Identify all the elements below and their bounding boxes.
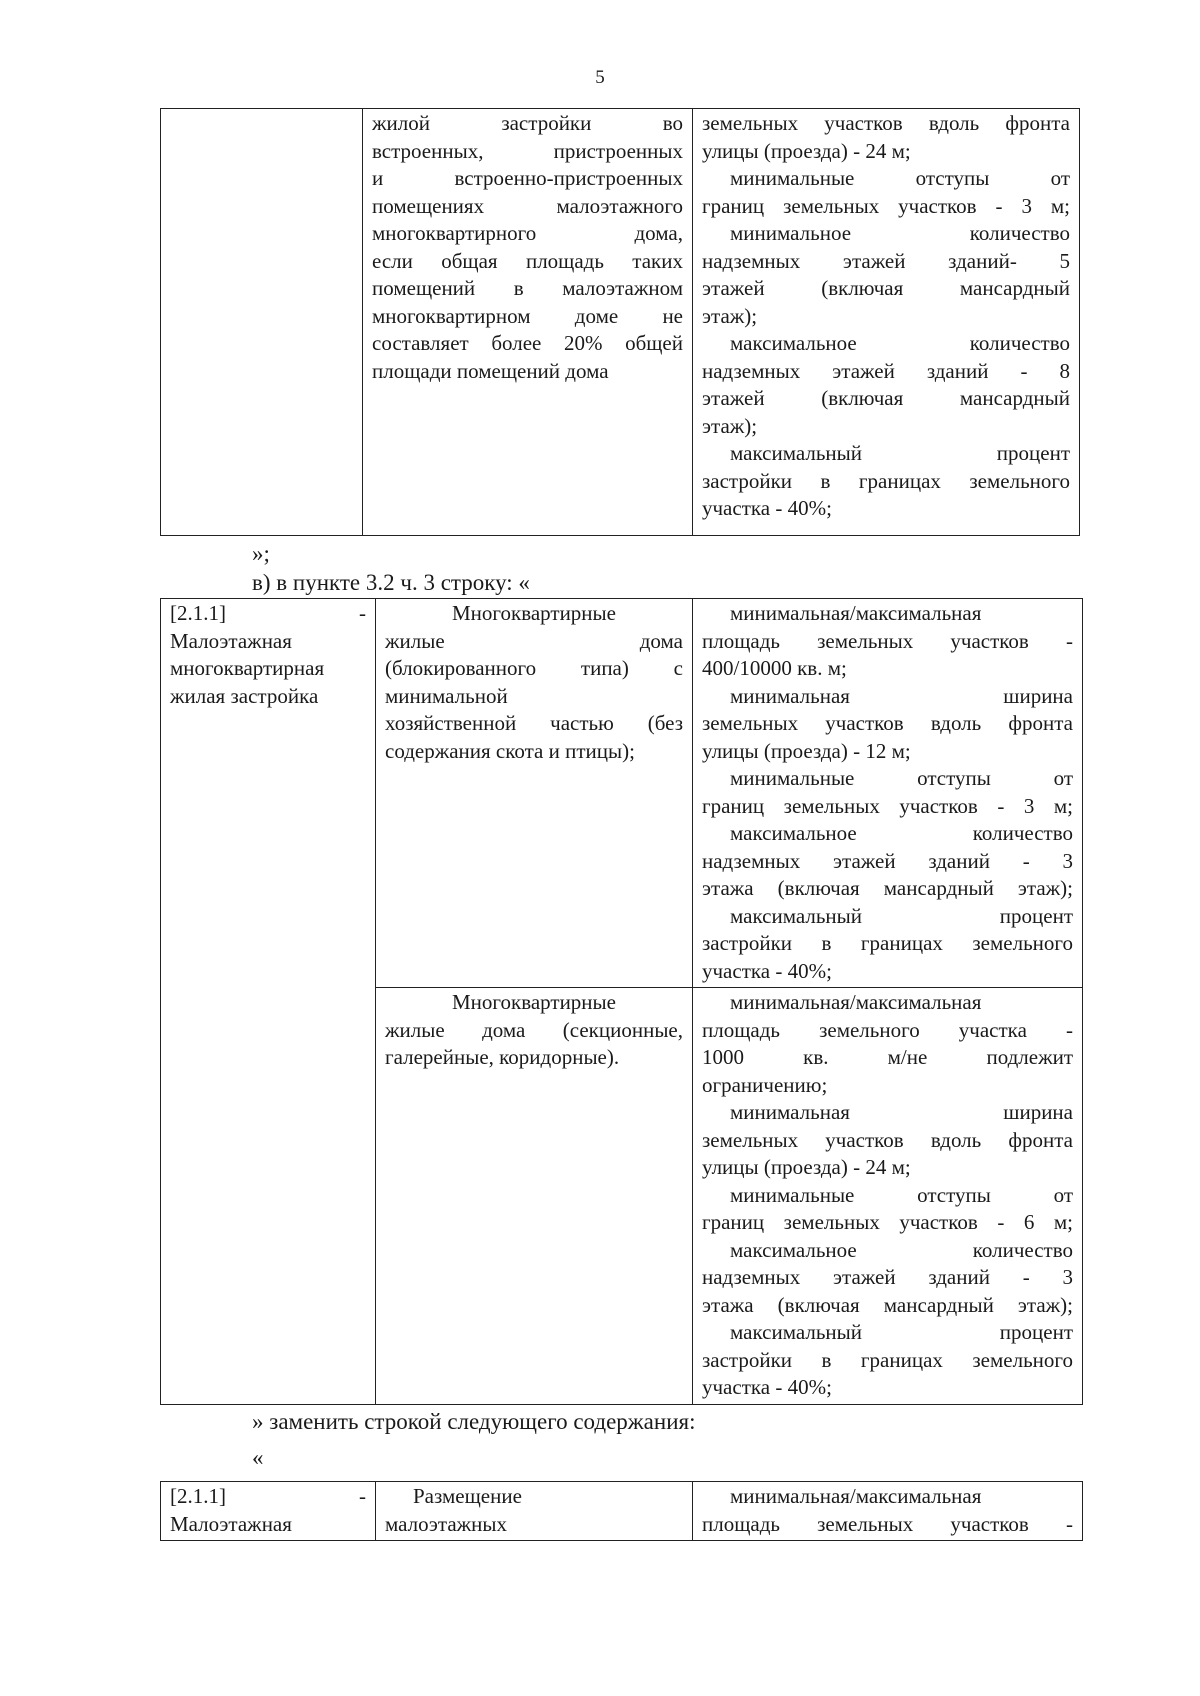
cell-line: помещениях малоэтажного (372, 193, 683, 218)
cell-line: этажей (включая мансардный (702, 386, 1070, 410)
cell-line: земельных участков вдоль фронта (702, 711, 1073, 735)
cell-line: составляет более 20% общей (372, 331, 683, 355)
cell-line: надземных этажей зданий - 8 (702, 358, 1070, 383)
cell-line: многоквартирная (170, 656, 325, 680)
cell-line: Многоквартирные (452, 601, 616, 625)
cell-line: минимальные отступы от (730, 1182, 1073, 1207)
table3-col2-cell (376, 1482, 693, 1541)
cell-line: галерейные, коридорные). (385, 1045, 620, 1069)
cell-line: ограничению; (702, 1072, 828, 1097)
cell-line: многоквартирном доме не (372, 303, 683, 328)
cell-line: малоэтажных (385, 1511, 508, 1536)
cell-line: улицы (проезда) - 24 м; (702, 1155, 911, 1179)
table2-row1-col3-cell (693, 599, 1083, 988)
table1-col2-cell (363, 109, 693, 536)
cell-line: границ земельных участков - 6 м; (702, 1210, 1073, 1234)
cell-line: минимальная ширина (730, 683, 1073, 708)
cell-line: максимальное количество (730, 331, 1070, 355)
cell-line: застройки в границах земельного (702, 931, 1073, 955)
cell-line: Малоэтажная (170, 628, 292, 653)
page-number: 5 (595, 67, 605, 88)
cell-line: застройки в границах земельного (702, 1347, 1073, 1372)
cell-line: максимальный процент (730, 441, 1070, 465)
cell-line: 400/10000 кв. м; (702, 656, 847, 680)
cell-line: этаж); (702, 413, 758, 438)
cell-line: минимальная ширина (730, 1100, 1073, 1124)
cell-line: застройки в границах земельного (702, 468, 1070, 493)
cell-line: хозяйственной частью (без (385, 711, 683, 735)
cell-line: жилые дома (385, 628, 683, 653)
cell-line: жилая застройка (170, 683, 319, 708)
cell-line: минимальное количество (730, 221, 1070, 245)
table3-col3-cell (693, 1482, 1083, 1541)
cell-line: минимальная/максимальная (730, 1484, 982, 1508)
cell-line: этажа (включая мансардный этаж); (702, 876, 1073, 900)
cell-line: (блокированного типа) с (385, 656, 683, 680)
cell-line: жилой застройки во (372, 111, 683, 135)
cell-line: участка - 40%; (702, 958, 832, 983)
cell-line: этаж); (702, 303, 758, 328)
cell-line: минимальной (385, 683, 508, 708)
table1-col3-cell (693, 109, 1080, 536)
cell-line: земельных участков вдоль фронта (702, 111, 1070, 135)
cell-line: максимальное количество (730, 821, 1073, 845)
replace-instruction-text: » заменить строкой следующего содержания: (252, 1409, 696, 1434)
cell-line: минимальная/максимальная (730, 990, 982, 1014)
cell-line: надземных этажей зданий - 3 (702, 1265, 1073, 1289)
cell-line: помещений в малоэтажном (372, 276, 683, 300)
use-code: [2.1.1] (170, 601, 226, 625)
cell-line: минимальная/максимальная (730, 601, 982, 625)
cell-line: минимальные отступы от (730, 166, 1070, 190)
cell-line: максимальный процент (730, 1320, 1073, 1344)
cell-line: максимальное количество (730, 1237, 1073, 1262)
cell-line: надземных этажей зданий- 5 (702, 248, 1070, 273)
cell-line: Многоквартирные (452, 990, 616, 1014)
zoning-table-continuation (160, 108, 1080, 536)
cell-line: минимальные отступы от (730, 766, 1073, 790)
cell-line: многоквартирного дома, (372, 221, 683, 245)
dash: - (359, 601, 366, 625)
cell-line: встроенных, пристроенных (372, 138, 683, 163)
table3-use-code-cell (161, 1482, 376, 1541)
cell-line: этажей (включая мансардный (702, 276, 1070, 300)
table1-col1-cell (161, 109, 363, 536)
cell-line: границ земельных участков - 3 м; (702, 793, 1073, 818)
closing-quote-text: »; (252, 541, 270, 566)
cell-line: площадь земельных участков - (702, 1511, 1073, 1536)
cell-line: и встроенно-пристроенных (372, 166, 683, 190)
opening-quote-text: « (252, 1445, 264, 1470)
table2-row2-col3-cell (693, 988, 1083, 1405)
cell-line: Малоэтажная (170, 1511, 292, 1536)
cell-line: участка - 40%; (702, 1375, 832, 1399)
amendment-heading: в) в пункте 3.2 ч. 3 строку: « (252, 570, 530, 595)
table2-row1-col2-cell (376, 599, 693, 988)
cell-line: Размещение (413, 1484, 522, 1508)
cell-line: 1000 кв. м/не подлежит (702, 1045, 1073, 1069)
cell-line: участка - 40%; (702, 496, 832, 520)
cell-line: улицы (проезда) - 24 м; (702, 138, 911, 163)
cell-line: этажа (включая мансардный этаж); (702, 1292, 1073, 1317)
dash: - (359, 1484, 366, 1508)
cell-line: улицы (проезда) - 12 м; (702, 738, 911, 763)
zoning-table-new-row (160, 1481, 1083, 1541)
cell-line: границ земельных участков - 3 м; (702, 193, 1070, 218)
cell-line: площадь земельного участка - (702, 1017, 1073, 1042)
cell-line: надземных этажей зданий - 3 (702, 848, 1073, 873)
cell-line: если общая площадь таких (372, 248, 683, 273)
zoning-table-old-row (160, 598, 1083, 1405)
cell-line: жилые дома (секционные, (385, 1017, 683, 1042)
table2-use-code-cell (161, 599, 376, 1405)
table2-row2-col2-cell (376, 988, 693, 1405)
cell-line: содержания скота и птицы); (385, 738, 635, 763)
cell-line: земельных участков вдоль фронта (702, 1127, 1073, 1152)
cell-line: площади помещений дома (372, 358, 609, 383)
use-code: [2.1.1] (170, 1484, 226, 1508)
cell-line: площадь земельных участков - (702, 628, 1073, 653)
cell-line: максимальный процент (730, 903, 1073, 928)
